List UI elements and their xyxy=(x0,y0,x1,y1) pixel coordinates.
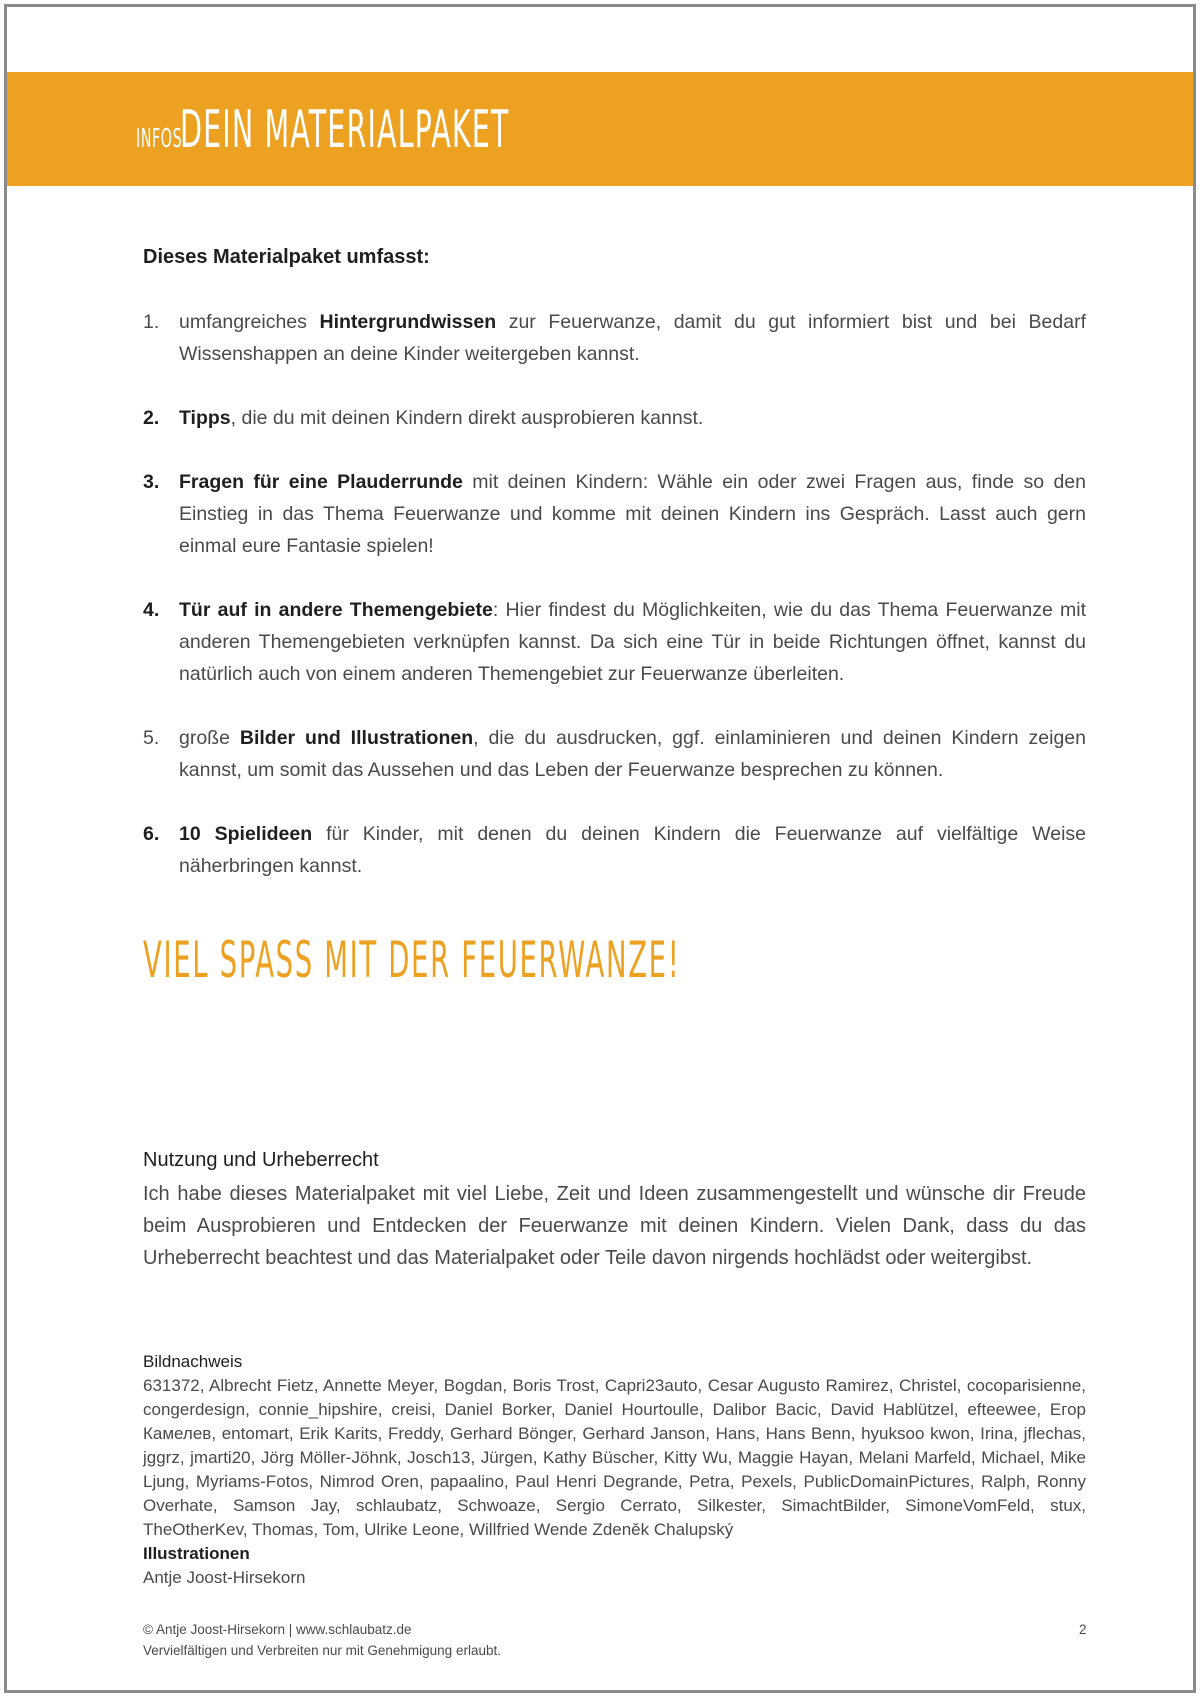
list-item xyxy=(143,594,1086,690)
item-highlight: Fragen für eine Plauderrunde xyxy=(179,471,463,493)
item-number: 6. xyxy=(143,823,160,845)
illustrations-heading: Illustrationen xyxy=(143,1544,250,1563)
footer-copyright: © Antje Joost-Hirsekorn | www.schlaubatz.de xyxy=(143,1622,412,1637)
list-item xyxy=(143,818,1086,882)
credits-text: 631372, Albrecht Fietz, Annette Meyer, Bogdan, Boris Trost, Capri23auto, Cesar Augusto Ramirez, Christel, cocoparisienne, congerdesign, connie_hipshire, creisi, Daniel Borker, Daniel Hourtoulle, Dalibor Bacic, David Hablützel, efteewee, Егор Камелев, entomart, Erik Karits, Freddy, Gerhard Bönger, Gerhard Janson, Hans, Hans Benn, hyuksoo kwon, Irina, jflechas, jggrz, jmarti20, Jörg Möller-Jöhnk, Josch13, Jürgen, Kathy Büscher, Kitty Wu, Maggie Hayan, Melani Marfeld, Michael, Mike Ljung, Myriams-Fotos, Nimrod Oren, papaalino, Paul Henri Degrande, Petra, Pexels, PublicDomainPictures, Ralph, Ronny Overhate, Samson Jay, schlaubatz, Schwoaze, Sergio Cerrato, Silkester, SimachtBilder, SimoneVomFeld, stux, TheOtherKev, Thomas, Tom, Ulrike Leone, Willfried Wende Zdeněk Chalupský xyxy=(143,1376,1086,1539)
usage-text: Ich habe dieses Materialpaket mit viel Liebe, Zeit und Ideen zusammengestellt und wünsche dir Freude beim Ausprobieren und Entdecken der Feuerwanze mit deinen Kindern. Vielen Dank, dass du das Urheberrecht beachtest und das Materialpaket oder Teile davon nirgends hochlädst oder weitergibst. xyxy=(143,1183,1086,1269)
item-number: 3. xyxy=(143,471,160,493)
item-number: 1. xyxy=(143,311,160,333)
page-title xyxy=(136,100,779,164)
item-text-after: , die du mit deinen Kindern direkt ausprobieren kannst. xyxy=(230,407,704,429)
item-highlight: Bilder und Illustrationen xyxy=(239,727,474,749)
item-text-after: , die du ausdrucken, ggf. einlaminieren und deinen Kindern zeigen kannst, um somit das Aussehen und das Leben der Feuerwanze besprechen zu können. xyxy=(179,727,1086,781)
contents-list xyxy=(143,306,1086,914)
item-text-after: mit deinen Kindern: Wähle ein oder zwei Fragen aus, finde so den Einstieg in das Thema Feuerwanze und komme mit deinen Kindern ins Gespräch. Lasst auch gern einmal eure Fantasie spielen! xyxy=(179,471,1086,557)
intro-heading: Dieses Materialpaket umfasst: xyxy=(143,246,430,268)
item-highlight: Tür auf in andere Themengebiete xyxy=(179,599,493,621)
page-number: 2 xyxy=(1079,1622,1087,1637)
footer-notice: Vervielfältigen und Verbreiten nur mit Genehmigung erlaubt. xyxy=(143,1643,501,1658)
item-text-after: zur Feuerwanze, damit du gut informiert bist und bei Bedarf Wissenshappen an deine Kinder weitergeben kannst. xyxy=(179,311,1086,365)
title-main: DEIN MATERIALPAKET xyxy=(179,100,510,160)
item-text-before: umfangreiches xyxy=(179,311,320,333)
item-text-before: große xyxy=(179,727,240,749)
item-highlight: Tipps xyxy=(179,407,231,429)
item-text-after: : Hier findest du Möglichkeiten, wie du das Thema Feuerwanze mit anderen Themengebieten verknüpfen kannst. Da sich eine Tür in beide Richtungen öffnet, kannst du natürlich auch von einem anderen Themengebiet zur Feuerwanze überleiten. xyxy=(179,599,1086,685)
list-item xyxy=(143,402,1086,434)
list-item xyxy=(143,722,1086,786)
credits-heading: Bildnachweis xyxy=(143,1352,243,1371)
item-number: 4. xyxy=(143,599,160,621)
item-text-after: für Kinder, mit denen du deinen Kindern die Feuerwanze auf vielfältige Weise näherbringen kannst. xyxy=(179,823,1086,877)
usage-heading: Nutzung und Urheberrecht xyxy=(143,1149,379,1171)
list-item xyxy=(143,466,1086,562)
title-prefix: INFOS: xyxy=(136,124,188,154)
item-number: 5. xyxy=(143,727,160,749)
illustrations-author: Antje Joost-Hirsekorn xyxy=(143,1568,306,1587)
fun-heading: VIEL SPASS MIT DER FEUERWANZE! xyxy=(143,931,681,989)
item-number: 2. xyxy=(143,407,160,429)
item-highlight: Hintergrundwissen xyxy=(319,311,497,333)
list-item xyxy=(143,306,1086,370)
item-highlight: 10 Spielideen xyxy=(179,823,313,845)
